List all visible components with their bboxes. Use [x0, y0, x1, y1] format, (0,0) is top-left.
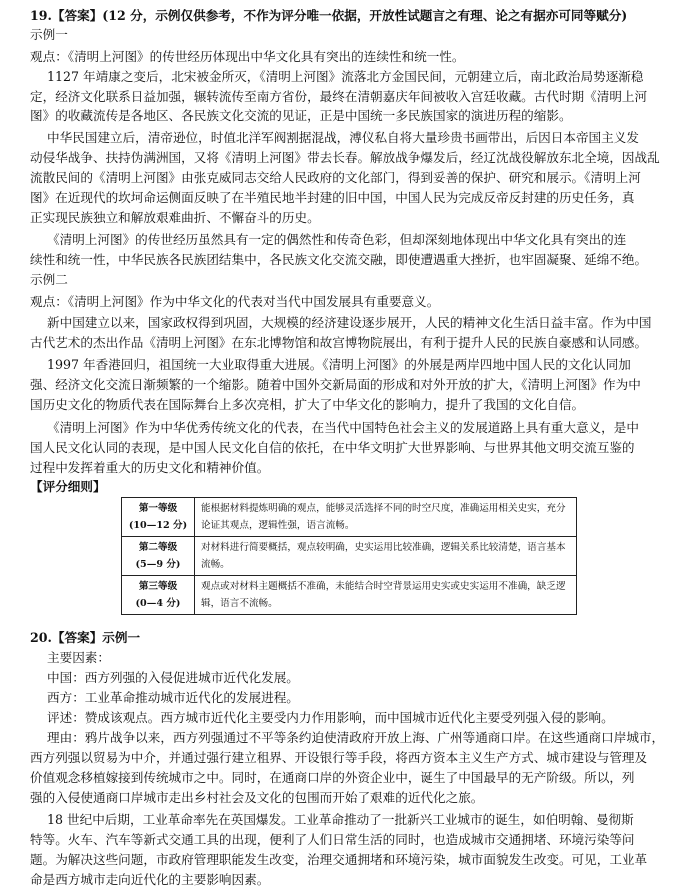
q20-review: 评述：赞成该观点。西方城市近代化主要受内力作用影响，而中国城市近代化主要受列强入侵的影响。: [47, 710, 614, 725]
rubric-level-name: 第二等级: [138, 542, 178, 553]
paragraph-line: 过程中发挥着重大的历史文化和精神价值。: [30, 460, 270, 475]
paragraph-line: 《清明上河图》的传世经历虽然具有一定的偶然性和传奇色彩，但却深刻地体现出中华文化具有突出的连: [47, 232, 627, 247]
paragraph-line: 定，经济文化联系日益加强，辗转流传至南方省份，最终在清朝嘉庆年间被收入宫廷收藏。古代时期《清明上河: [30, 89, 648, 104]
paragraph-line: 强的入侵使通商口岸城市走出乡村社会及文化的包围而开始了艰难的近代化之旅。: [30, 790, 484, 805]
rubric-row: [122, 576, 577, 615]
rubric-level-score: (0—4 分): [135, 598, 181, 609]
paragraph-line: 动侵华战争、扶持伪满洲国，又将《清明上河图》带去长春。解放战争爆发后，经辽沈战役解放东北全境，因战乱: [30, 150, 660, 165]
rubric-description: 观点或对材料主题概括不准确，未能结合时空背景运用史实或史实运用不准确，缺乏逻辑，语言不流畅。: [195, 576, 577, 615]
q19-example2-label: 示例二: [30, 272, 68, 287]
rubric-level-name: 第一等级: [138, 503, 178, 514]
rubric-level: [122, 498, 195, 537]
rubric-level-name: 第三等级: [138, 581, 178, 592]
rubric-level-score: (5—9 分): [135, 559, 181, 570]
rubric-level: [122, 576, 195, 615]
paragraph-line: 1997 年香港回归，祖国统一大业取得重大进展。《清明上河图》的外展是两岸四地中国人民的文化认同加: [47, 357, 631, 372]
paragraph-line: 正实现民族独立和解放艰难曲折、不懈奋斗的历史。: [30, 210, 320, 225]
paragraph-line: 古代艺术的杰出作品《清明上河图》在东北博物馆和故宫博物院展出，有利于提升人民的民族自豪感和认同感。: [30, 335, 648, 350]
paragraph-line: 1127 年靖康之变后，北宋被金所灭，《清明上河图》流落北方金国民间，元朝建立后，南北政治局势逐渐稳: [47, 69, 644, 84]
q20-factors-label: 主要因素：: [47, 650, 110, 665]
paragraph-line: 流散民间的《清明上河图》由张克威同志交给人民政府的文化部门，得到妥善的保护、研究和展示。《清明上河: [30, 170, 641, 185]
paragraph-line: 特等。火车、汽车等新式交通工具的出现，便利了人们日常生活的同时，也造成城市交通拥堵、环境污染等问: [30, 832, 635, 847]
rubric-table: [121, 497, 577, 615]
paragraph-line: 中华民国建立后，清帝逊位，时值北洋军阀割据混战，溥仪私自将大量珍贵书画带出，后因日本帝国主义发: [47, 130, 639, 145]
paragraph-line: 18 世纪中后期，工业革命率先在英国爆发。工业革命推动了一批新兴工业城市的诞生，如伯明翰、曼彻斯: [47, 812, 634, 827]
paragraph-line: 国历史文化的物质代表在国际舞台上多次亮相，扩大了中华文化的影响力，提升了我国的文化自信。: [30, 397, 585, 412]
paragraph-line: 《清明上河图》作为中华优秀传统文化的代表，在当代中国特色社会主义的发展道路上具有重大意义，是中: [47, 420, 639, 435]
rubric-description: 能根据材料提炼明确的观点，能够灵活选择不同的时空尺度，准确运用相关史实，充分论证其观点，逻辑性强，语言流畅。: [195, 498, 577, 537]
paragraph-line: 图》在近现代的坎坷命运侧面反映了在半殖民地半封建的旧中国，中国人民为完成反帝反封建的历史任务，真: [30, 190, 635, 205]
paragraph-line: 续性和统一性，中华民族各民族团结集中，各民族文化交流交融，即使遭遇重大挫折，也牢固凝聚、延绵不绝。: [30, 252, 648, 267]
rubric-title: 【评分细则】: [30, 479, 106, 494]
q19-example1-viewpoint: 观点：《清明上河图》的传世经历体现出中华文化具有突出的连续性和统一性。: [30, 49, 465, 64]
paragraph-line: 图》的收藏流传是各地区、各民族文化交流的见证，正是中国统一多民族国家的演进历程的缩影。: [30, 108, 572, 123]
paragraph-line: 题。为解决这些问题，市政府管理职能发生改变，治理交通拥堵和环境污染，城市面貌发生改变。可见，工业革: [30, 852, 648, 867]
paragraph-line: 强、经济文化交流日渐频繁的一个缩影。随着中国外交新局面的形成和对外开放的扩大，《清明上河图》作为中: [30, 377, 641, 392]
paragraph-line: 理由：鸦片战争以来，西方列强通过不平等条约迫使清政府开放上海、广州等通商口岸。在这些通商口岸城市，: [47, 730, 665, 745]
q19-header: 19.【答案】(12 分，示例仅供参考，不作为评分唯一依据，开放性试题言之有理、论之有据亦可同等赋分): [30, 8, 628, 23]
paragraph-line: 价值观念移植嫁接到传统城市之中。同时，在通商口岸的外资企业中，诞生了中国最早的无产阶级。所以，列: [30, 770, 635, 785]
rubric-level-score: (10—12 分): [128, 520, 188, 531]
q20-header: 20.【答案】示例一: [30, 630, 141, 645]
rubric-level: [122, 537, 195, 576]
paragraph-line: 新中国建立以来，国家政权得到巩固，大规模的经济建设逐步展开，人民的精神文化生活日益丰富。作为中国: [47, 315, 652, 330]
q20-china-factor: 中国：西方列强的入侵促进城市近代化发展。: [47, 670, 299, 685]
rubric-row: [122, 537, 577, 576]
q20-west-factor: 西方：工业革命推动城市近代化的发展进程。: [47, 690, 299, 705]
rubric-row: [122, 498, 577, 537]
paragraph-line: 国人民文化认同的表现，是中国人民文化自信的依托，在中华文明扩大世界影响、与世界其他文明交流互鉴的: [30, 440, 635, 455]
paragraph-line: 命是西方城市走向近代化的主要影响因素。: [30, 872, 270, 887]
q19-example2-viewpoint: 观点：《清明上河图》作为中华文化的代表对当代中国发展具有重要意义。: [30, 294, 440, 309]
q19-example1-label: 示例一: [30, 27, 68, 42]
rubric-description: 对材料进行简要概括，观点较明确，史实运用比较准确，逻辑关系比较清楚，语言基本流畅。: [195, 537, 577, 576]
paragraph-line: 西方列强以贸易为中介，并通过强行建立租界、开设银行等手段，将西方资本主义生产方式、城市建设与管理及: [30, 750, 648, 765]
